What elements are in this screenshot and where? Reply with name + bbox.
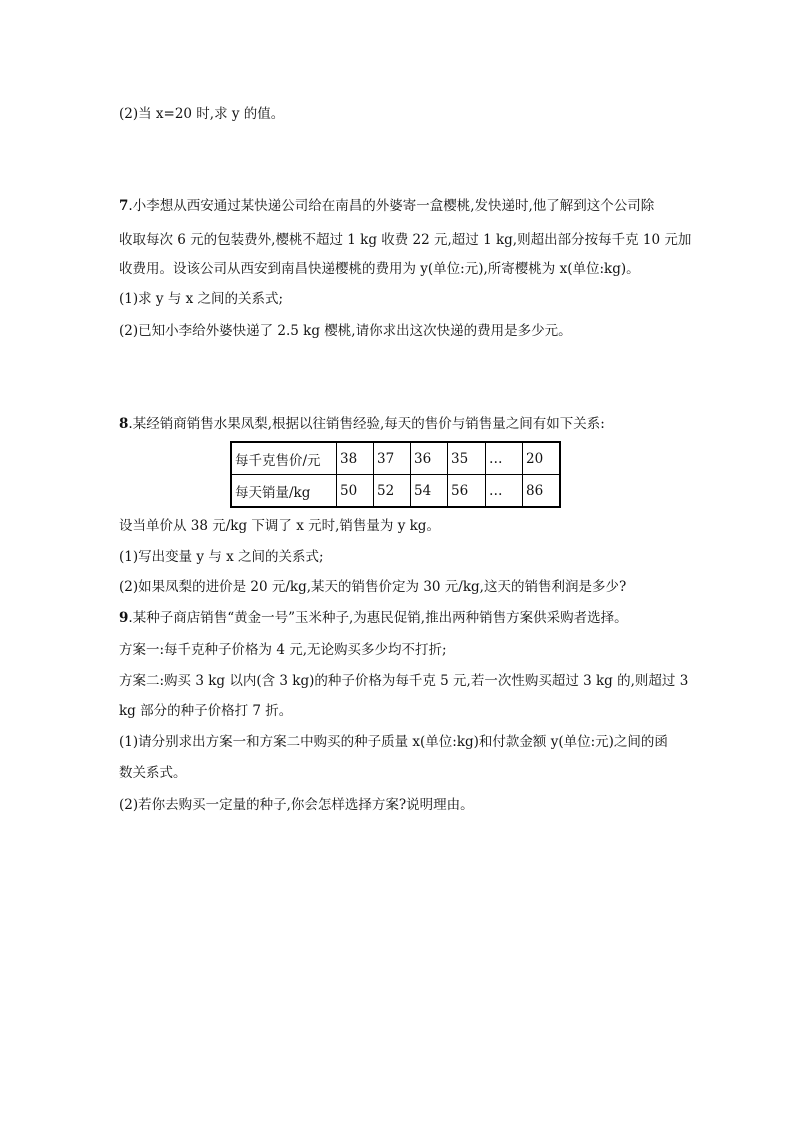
q7-line2: 收取每次 6 元的包装费外,樱桃不超过 1 kg 收费 22 元,超过 1 kg,则超出部分按每千克 10 元加 [119,232,692,248]
table-row [231,475,560,508]
table-cell: 20 [523,442,561,475]
q9-number: 9 [119,610,129,626]
table-cell: 86 [523,475,561,508]
q9-plan2-line2: kg 部分的种子价格打 7 折。 [119,703,293,719]
q8-intro [119,414,605,434]
q7-line1 [119,196,654,216]
table-cell: 50 [337,475,374,508]
q9-plan2-line1: 方案二:购买 3 kg 以内(含 3 kg)的种子价格为每千克 5 元,若一次性购买超过 3 kg 的,则超过 3 [119,673,689,689]
q8-part2: (2)如果凤梨的进价是 20 元/kg,某天的销售价定为 30 元/kg,这天的销售利润是多少? [119,579,627,595]
table-row [231,442,560,475]
table-cell: 37 [374,442,411,475]
table-row-header: 每天销量/kg [231,475,337,508]
table-cell: 54 [411,475,448,508]
q7-text-1: .小李想从西安通过某快递公司给在南昌的外婆寄一盒樱桃,发快递时,他了解到这个公司除 [128,198,655,214]
q9-part1-line1: (1)请分别求出方案一和方案二中购买的种子质量 x(单位:kg)和付款金额 y(单位:元)之间的函 [119,734,668,750]
q8-number: 8 [119,416,129,432]
q9-plan1: 方案一:每千克种子价格为 4 元,无论购买多少均不打折; [119,642,447,658]
q9-part1-line2: 数关系式。 [119,765,187,781]
q9-line1 [119,608,628,628]
q8-after: 设当单价从 38 元/kg 下调了 x 元时,销售量为 y kg。 [119,518,440,534]
q7-part2: (2)已知小李给外婆快递了 2.5 kg 樱桃,请你求出这次快递的费用是多少元。 [119,323,572,339]
q8-text: .某经销商销售水果凤梨,根据以往销售经验,每天的售价与销售量之间有如下关系: [128,416,605,432]
table-cell: 38 [337,442,374,475]
table-cell: 35 [448,442,486,475]
table-cell: … [486,475,523,508]
q8-part1: (1)写出变量 y 与 x 之间的关系式; [119,549,324,565]
q6-part2: (2)当 x=20 时,求 y 的值。 [119,106,285,122]
table-cell: 36 [411,442,448,475]
q7-number: 7 [119,198,129,214]
table-cell: 56 [448,475,486,508]
table-row-header: 每千克售价/元 [231,442,337,475]
q9-text: .某种子商店销售“黄金一号”玉米种子,为惠民促销,推出两种销售方案供采购者选择。 [128,610,628,626]
q7-part1: (1)求 y 与 x 之间的关系式; [119,291,284,307]
table-cell: 52 [374,475,411,508]
q7-line3: 收费用。设该公司从西安到南昌快递樱桃的费用为 y(单位:元),所寄樱桃为 x(单位:kg)。 [119,261,640,277]
price-sales-table [230,441,561,508]
q9-part2: (2)若你去购买一定量的种子,你会怎样选择方案?说明理由。 [119,797,474,813]
table-cell: … [486,442,523,475]
